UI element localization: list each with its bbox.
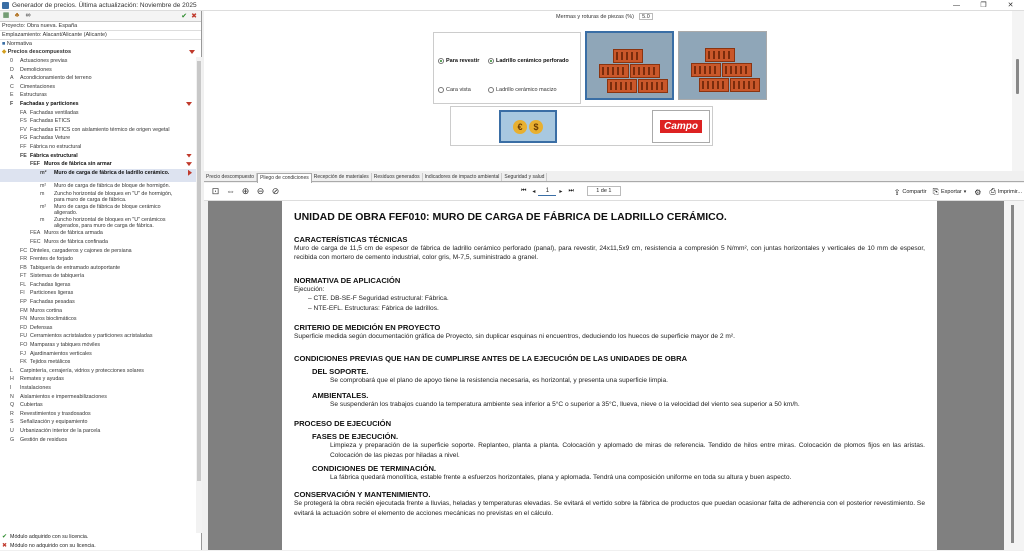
tree-item[interactable] <box>0 91 196 100</box>
cross-icon[interactable]: ✖ <box>191 13 197 20</box>
left-toolbar <box>0 11 201 22</box>
flag-icon <box>189 50 195 54</box>
tree-item-code: m² <box>40 169 47 176</box>
tree-item-code: FV <box>20 126 27 133</box>
tree-item-label: Ajardinamientos verticales <box>30 350 92 357</box>
tree-item[interactable] <box>0 401 196 410</box>
tree-item[interactable] <box>0 298 196 307</box>
tree-item-label: Muros de fábrica confinada <box>44 238 108 245</box>
flag-icon <box>186 162 192 166</box>
tree-item-code: FJ <box>20 350 26 357</box>
tree-item[interactable] <box>0 307 196 316</box>
tree-item[interactable] <box>0 418 196 427</box>
radio-icon <box>438 87 444 93</box>
flag-icon <box>186 102 192 106</box>
tree-item[interactable] <box>0 126 196 135</box>
radio-label: Ladrillo cerámico perforado <box>496 58 569 64</box>
first-page-icon[interactable]: ⏮ <box>521 187 527 194</box>
tree-item-code: FU <box>20 333 28 340</box>
settings-button[interactable] <box>974 188 983 197</box>
close-button[interactable]: ✕ <box>1007 2 1014 9</box>
tree-item-label: Carpintería, cerrajería, vidrios y protecciones solares <box>20 367 144 374</box>
paragraph-caracteristicas: Muro de carga de 11,5 cm de espesor de fábrica de ladrillo cerámico perforado (panal), para revestir, 24x11,5x9 cm, resistencia a compresión 5 N/mm², con juntas horizontales y verticales de 10 mm de espesor, recibida con mortero de cemento industrial, color gris, M-7,5, suministrado a granel. <box>294 245 925 262</box>
tree-item-label: Tejidos metálicos <box>30 359 71 366</box>
tab-pliego-condiciones[interactable]: Pliego de condiciones <box>257 173 312 183</box>
tree-item-code: FL <box>20 281 27 288</box>
tree-item[interactable] <box>0 109 196 118</box>
minimize-button[interactable]: — <box>953 2 960 9</box>
tree-item-label: Cubiertas <box>20 402 43 409</box>
radio-macizo[interactable] <box>488 87 557 93</box>
tree-item-label: Fachadas ETICS con aislamiento térmico de origen vegetal <box>30 126 170 133</box>
print-label: Imprimir... <box>997 189 1022 195</box>
paragraph-soporte: Se comprobará que el plano de apoyo tiene la resistencia necesaria, es horizontal, y presenta una superficie limpia. <box>330 377 668 385</box>
subsection-soporte: DEL SOPORTE. <box>312 367 369 377</box>
tree-item-code: FC <box>20 247 28 254</box>
tree-item-label: Fachadas Veture <box>30 135 71 142</box>
tree-item[interactable] <box>0 341 196 350</box>
app-icon <box>2 2 9 9</box>
section-criterio: CRITERIO DE MEDICIÓN EN PROYECTO <box>294 323 441 333</box>
option-group <box>433 32 581 104</box>
tree-item-code: FA <box>20 109 27 116</box>
chevron-down-icon: ▾ <box>963 189 967 195</box>
tree-item[interactable] <box>0 410 196 419</box>
tree-item-code: FEA <box>30 230 41 237</box>
radio-icon <box>438 58 444 64</box>
tab-indicadores[interactable]: Indicadores de impacto ambiental <box>423 173 503 181</box>
tree-item[interactable] <box>0 134 196 143</box>
brick-solid-image[interactable] <box>678 31 767 100</box>
tree-item-label: Señalización y equipamiento <box>20 419 88 426</box>
tree-item[interactable] <box>0 289 196 298</box>
fit-page-icon[interactable]: ⊡ <box>211 186 220 196</box>
list-item: – CTE. DB-SE-F Seguridad estructural: Fábrica. <box>308 295 449 303</box>
marker-icon <box>188 170 192 176</box>
normativa-item[interactable] <box>0 40 201 48</box>
list-item: – NTE-EFL. Estructuras: Fábrica de ladrillos. <box>308 304 439 312</box>
tree-scrollbar[interactable] <box>196 57 202 533</box>
paragraph-fases: Limpieza y preparación de la superficie soporte. Replanteo, planta a planta. Colocación y aplomado de miras de referencia. Tendido de hilos entre miras. Colocación de plomos fijos en las aristas. Colocación de las piezas por hiladas a nivel. <box>330 442 925 459</box>
title-bar <box>0 0 1024 11</box>
tree-item-code: m² <box>40 204 47 211</box>
tree-item[interactable] <box>0 238 196 247</box>
pieces-input[interactable]: 5.0 <box>639 13 653 20</box>
precios-item[interactable] <box>0 48 201 56</box>
tree-item-code: FS <box>20 118 27 125</box>
manufacturer-logos <box>450 106 713 146</box>
section-normativa: NORMATIVA DE APLICACIÓN <box>294 275 401 285</box>
document-viewer <box>208 201 1004 550</box>
radio-icon <box>488 58 494 64</box>
tree-item-label: Fábrica no estructural <box>30 143 82 150</box>
tab-seguridad[interactable]: Seguridad y salud <box>502 173 547 181</box>
tree-item-label: Dinteles, cargaderos y cajones de persiana <box>30 247 132 254</box>
tree-item-label: Urbanización interior de la parcela <box>20 427 101 434</box>
tree-item-label: Muros de fábrica sin armar <box>44 161 112 168</box>
tree-item[interactable] <box>0 203 196 216</box>
tree-item-code: FD <box>20 324 28 331</box>
tree-item-label: Muros cortina <box>30 307 63 314</box>
tree-item[interactable] <box>0 117 196 126</box>
tree-item-code: G <box>10 436 15 443</box>
tree-scroll-thumb[interactable] <box>197 61 201 481</box>
tree-item[interactable] <box>0 182 196 191</box>
tree-item[interactable] <box>0 264 196 273</box>
category-tree <box>0 57 196 533</box>
tree-item-label: Fachadas ventiladas <box>30 109 79 116</box>
paragraph-conservacion: Se protegerá la obra recién ejecutada frente a lluvias, heladas y temperaturas elevadas. Se evitará el vertido sobre la fábrica de productos que puedan ocasionar falta de adherencia con el posterior revestimiento. Se evitará la actuación sobre el elemento de acciones mecánicas no previstas en el cálculo. <box>294 500 925 517</box>
tree-item[interactable] <box>0 384 196 393</box>
tree-item-label: Cerramientos acristalados y particiones acristaladas <box>30 333 153 340</box>
tree-item-code: FT <box>20 273 27 280</box>
tree-item[interactable] <box>0 324 196 333</box>
legend-acquired-text: Módulo adquirido con su licencia. <box>10 534 89 540</box>
tree-item[interactable] <box>0 350 196 359</box>
normativa-label: Normativa <box>6 41 32 47</box>
radio-cara-vista[interactable] <box>438 87 471 93</box>
radio-label: Para revestir <box>446 58 480 64</box>
tree-item-code: FI <box>20 290 25 297</box>
subsection-terminacion: CONDICIONES DE TERMINACIÓN. <box>312 464 437 474</box>
subsection-ambientales: AMBIENTALES. <box>312 390 369 400</box>
tree-item-code: E <box>10 92 14 99</box>
tree-item-code: m <box>40 191 45 198</box>
page-count: 1 de 1 <box>587 186 621 196</box>
pieces-label: Mermas y roturas de piezas (%) <box>556 13 634 20</box>
tree-item[interactable] <box>0 247 196 256</box>
tree-item[interactable] <box>0 281 196 290</box>
tree-item[interactable] <box>0 143 196 152</box>
subsection-fases: FASES DE EJECUCIÓN. <box>312 432 399 442</box>
tree-item-label: Zuncho horizontal de bloques en "U" de hormigón, para muro de carga de fábrica. <box>54 191 173 204</box>
tree-item-label: Actuaciones previas <box>20 58 68 64</box>
section-conservacion: CONSERVACIÓN Y MANTENIMIENTO. <box>294 490 431 500</box>
tree-item-code: FO <box>20 342 28 349</box>
tree-item-label: Fachadas ligeras <box>30 281 71 288</box>
fit-width-icon[interactable]: ⇔ <box>226 186 235 196</box>
tree-item-code: FR <box>20 256 28 263</box>
tab-bar <box>204 173 1024 182</box>
tree-item-code: D <box>10 66 14 73</box>
brick-perforated-image[interactable] <box>585 31 674 100</box>
tree-item-code: F <box>10 100 14 107</box>
tree-item[interactable] <box>0 272 196 281</box>
tree-item-label: Acondicionamiento del terreno <box>20 75 92 82</box>
maximize-button[interactable]: ❐ <box>980 2 987 9</box>
tree-item-code: S <box>10 419 14 426</box>
printer-icon: ⎙ <box>989 187 996 196</box>
radio-icon <box>488 87 494 93</box>
options-scrollbar[interactable] <box>1012 11 1024 171</box>
tree-item[interactable] <box>0 100 196 109</box>
tree-item-label: Fábrica estructural <box>30 152 78 159</box>
left-panel <box>0 11 202 550</box>
share-button[interactable] <box>894 188 927 197</box>
check-icon: ✔ <box>2 534 8 540</box>
tree-item-label: Zuncho horizontal de bloques en "U" cerámicos aligerados, para muro de carga de fábrica. <box>54 217 166 230</box>
tree-item-code: Q <box>10 402 15 409</box>
tree-item-code: R <box>10 410 14 417</box>
tab-precio-descompuesto[interactable]: Precio descompuesto <box>204 173 257 181</box>
document-title: UNIDAD DE OBRA FEF010: MURO DE CARGA DE FÁBRICA DE LADRILLO CERÁMICO. <box>294 211 727 223</box>
paragraph-ejecucion: Ejecución: <box>294 285 325 293</box>
tree-item[interactable] <box>0 436 196 445</box>
tree-item[interactable] <box>0 160 196 169</box>
tree-item-label: Revestimientos y trasdosados <box>20 410 91 417</box>
print-button[interactable] <box>989 187 1022 197</box>
legend-not-text: Módulo no adquirido con su licencia. <box>10 543 96 549</box>
grid-icon[interactable]: ▦ <box>2 12 10 19</box>
tab-recepcion-materiales[interactable]: Recepción de materiales <box>312 173 372 181</box>
tree-item[interactable] <box>0 190 196 203</box>
binoculars-icon[interactable]: ∞ <box>25 12 31 19</box>
tree-item-code: N <box>10 393 14 400</box>
tree-item-code: FE <box>20 152 27 159</box>
campo-logo[interactable] <box>652 110 710 143</box>
tree-item-label: Frentes de forjado <box>30 256 73 263</box>
tree-item-code: FM <box>20 307 28 314</box>
paragraph-terminacion: La fábrica quedará monolítica, estable frente a esfuerzos horizontales, plana y aplomada. Tendrá una composición uniforme en toda su altura y buen aspecto. <box>330 474 792 482</box>
gear-icon: ⚙ <box>974 187 982 197</box>
tree-item[interactable] <box>0 332 196 341</box>
radio-label: Ladrillo cerámico macizo <box>496 87 557 93</box>
project-info: Proyecto: Obra nueva. España <box>0 22 201 31</box>
tree-item-code: FEF <box>30 161 41 168</box>
tree-item-code: 0 <box>10 58 13 64</box>
tree-item[interactable] <box>0 83 196 92</box>
tree-item-code: FP <box>20 299 27 306</box>
tree-item[interactable] <box>0 74 196 83</box>
tree-item[interactable] <box>0 169 196 182</box>
tree-item-label: Aislamientos e impermeabilizaciones <box>20 393 107 400</box>
tree-item-label: Estructuras <box>20 92 47 99</box>
tree-item-code: FB <box>20 264 27 271</box>
tree-item-code: FK <box>20 359 27 366</box>
tree-item-label: Gestión de residuos <box>20 436 68 443</box>
zoom-in-icon[interactable]: ⊕ <box>241 186 250 196</box>
tree-item[interactable] <box>0 393 196 402</box>
tree-item-code: m² <box>40 182 47 189</box>
tree-item-label: Tabiquería de entramado autoportante <box>30 264 121 271</box>
section-caracteristicas: CARACTERÍSTICAS TÉCNICAS <box>294 235 408 244</box>
tree-item-code: A <box>10 75 14 82</box>
export-label: Exportar <box>940 189 962 195</box>
document-scrollbar[interactable] <box>1004 201 1024 550</box>
tree-item-code: L <box>10 367 13 374</box>
tree-item-label: Muros de fábrica armada <box>44 230 103 237</box>
options-panel <box>204 11 1012 171</box>
tree-item-label: Muros bioclimáticos <box>30 316 77 323</box>
tree-item[interactable] <box>0 358 196 367</box>
tree-item-code: FF <box>20 143 27 150</box>
tree-item-label: Demoliciones <box>20 66 52 73</box>
radio-para-revestir[interactable] <box>438 58 479 64</box>
tree-item[interactable] <box>0 57 196 66</box>
tree-item[interactable] <box>0 229 196 238</box>
tree-item-code: FG <box>20 135 28 142</box>
tree-icon[interactable]: ♣ <box>14 12 20 19</box>
tree-item[interactable] <box>0 216 196 229</box>
check-icon[interactable]: ✔ <box>181 13 188 20</box>
flag-icon <box>186 154 192 158</box>
tree-item[interactable] <box>0 427 196 436</box>
document-scroll-thumb[interactable] <box>1011 205 1014 543</box>
paragraph-criterio: Superficie medida según documentación gráfica de Proyecto, sin duplicar esquinas ni encuentros, deduciendo los huecos de superficie mayor de 2 m². <box>294 333 735 341</box>
pager <box>518 186 621 196</box>
tree-item-code: FN <box>20 316 28 323</box>
page-input[interactable]: 1 <box>538 187 556 196</box>
tree-item-label: Fachadas y particiones <box>20 100 79 107</box>
tree-item-label: Defensas <box>30 324 53 331</box>
location-info: Emplazamiento: Alacant/Alicante (Alicante) <box>0 31 201 40</box>
tree-item-label: Fachadas ETICS <box>30 118 71 125</box>
prev-page-icon[interactable]: ◂ <box>532 188 536 195</box>
precios-icon: ◆ <box>2 49 7 55</box>
tree-item[interactable] <box>0 255 196 264</box>
cross-icon: ✖ <box>2 543 8 549</box>
tree-item-code: H <box>10 376 14 383</box>
window-title: Generador de precios. Última actualización: Noviembre de 2025 <box>12 1 197 9</box>
tree-item-code: FEC <box>30 238 41 245</box>
next-page-icon[interactable]: ▸ <box>559 188 563 195</box>
legend-acquired <box>0 533 202 542</box>
tree-item-code: m <box>40 217 45 224</box>
pieces-waste <box>556 13 653 20</box>
tree-item-code: C <box>10 83 14 90</box>
tree-item-label: Particiones ligeras <box>30 290 74 297</box>
tree-item[interactable] <box>0 66 196 75</box>
radio-label: Cara vista <box>446 87 471 93</box>
paragraph-ambientales: Se suspenderán los trabajos cuando la temperatura ambiente sea inferior a 5°C o superior a 35°C, llueva, nieve o la velocidad del viento sea superior a 50 km/h. <box>330 400 800 408</box>
tree-item-label: Remates y ayudas <box>20 376 64 383</box>
tree-item-label: Muro de carga de fábrica de bloque cerámico aligerado. <box>54 204 161 217</box>
tree-item-label: Fachadas pesadas <box>30 299 75 306</box>
document-page <box>282 201 937 550</box>
last-page-icon[interactable]: ⏭ <box>568 187 574 194</box>
precios-label: Precios descompuestos <box>7 49 72 55</box>
section-condiciones-previas: CONDICIONES PREVIAS QUE HAN DE CUMPLIRSE ANTES DE LA EJECUCIÓN DE LAS UNIDADES DE OBRA <box>294 354 688 364</box>
tree-item[interactable] <box>0 315 196 324</box>
viewer-toolbar <box>204 183 1024 201</box>
tree-item-label: Instalaciones <box>20 385 51 391</box>
tree-item-label: Mamparas y tabiques móviles <box>30 342 101 349</box>
generic-price-logo[interactable]: € $ <box>499 110 557 143</box>
campo-logo-text: Campo <box>660 120 702 133</box>
book-icon: ■ <box>2 41 6 47</box>
license-legend <box>0 533 202 551</box>
tab-residuos[interactable]: Residuos generados <box>372 173 423 181</box>
tree-item-label: Muro de carga de fábrica de ladrillo cerámico. <box>54 169 170 176</box>
share-icon: ⇪ <box>893 187 901 197</box>
tree-item-label: Muro de carga de fábrica de bloque de hormigón. <box>54 182 171 189</box>
tree-item[interactable] <box>0 375 196 384</box>
zoom-out-icon[interactable]: ⊖ <box>256 186 265 196</box>
tree-item-label: Sistemas de tabiquería <box>30 273 85 280</box>
export-icon: ⎘ <box>932 187 939 196</box>
options-scroll-thumb[interactable] <box>1016 59 1019 94</box>
tree-item[interactable] <box>0 367 196 376</box>
tree-item-label: Cimentaciones <box>20 83 56 90</box>
section-proceso: PROCESO DE EJECUCIÓN <box>294 419 392 429</box>
tree-item-code: I <box>10 385 12 391</box>
share-label: Compartir <box>902 189 927 195</box>
tree-item-code: U <box>10 427 14 434</box>
zoom-reset-icon[interactable]: ⊘ <box>271 186 280 196</box>
radio-perforado[interactable] <box>488 58 569 64</box>
export-button[interactable] <box>933 187 969 197</box>
tree-item[interactable] <box>0 152 196 161</box>
